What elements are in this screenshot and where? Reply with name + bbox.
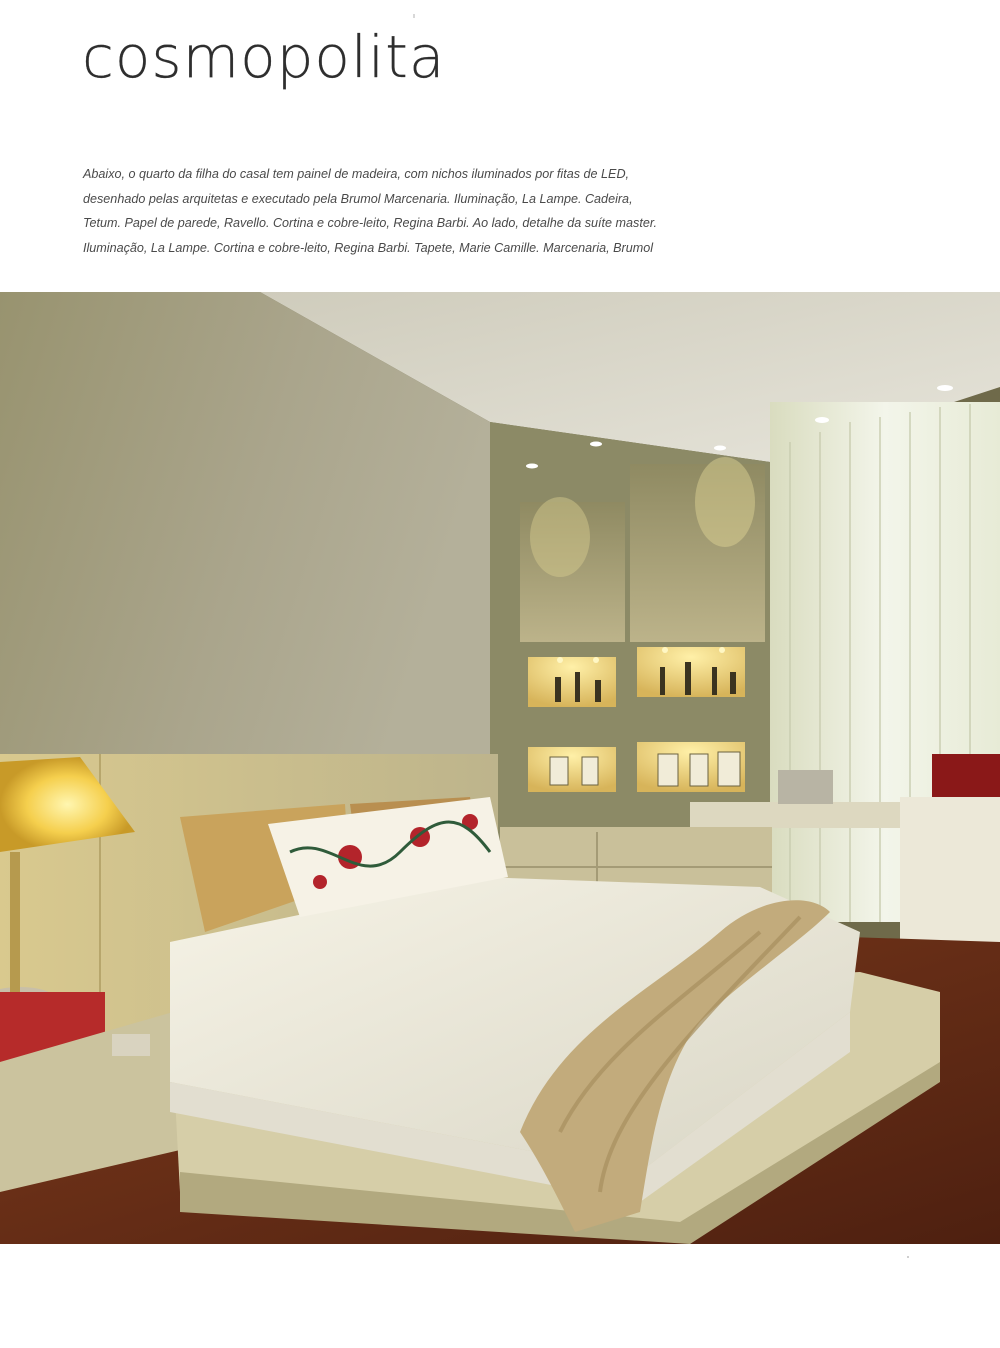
caption-line: Abaixo, o quarto da filha do casal tem painel de madeira, com nichos iluminados por fitas de LED, (83, 167, 630, 181)
speaker-dock (778, 770, 833, 804)
photo-caption (83, 162, 743, 260)
bedroom-photo (0, 292, 1000, 1244)
caption-line: Tetum. Papel de parede, Ravello. Cortina e cobre-leito, Regina Barbi. Ao lado, detalhe da suíte master. (83, 216, 658, 230)
red-laptop (932, 754, 1000, 802)
print-mark (413, 14, 415, 18)
lit-niche (528, 747, 616, 792)
caption-line: desenhado pelas arquitetas e executado pela Brumol Marcenaria. Iluminação, La Lampe. Cadeira, (83, 191, 633, 206)
phone (112, 1034, 150, 1056)
caption-line: Iluminação, La Lampe. Cortina e cobre-leito, Regina Barbi. Tapete, Marie Camille. Marcenaria, Brumol (83, 240, 654, 255)
print-mark (907, 1256, 909, 1258)
bedroom-illustration (0, 292, 1000, 1244)
desk-chair (900, 797, 1000, 957)
lit-niche (528, 657, 616, 707)
article-title: cosmopolita (82, 23, 446, 91)
